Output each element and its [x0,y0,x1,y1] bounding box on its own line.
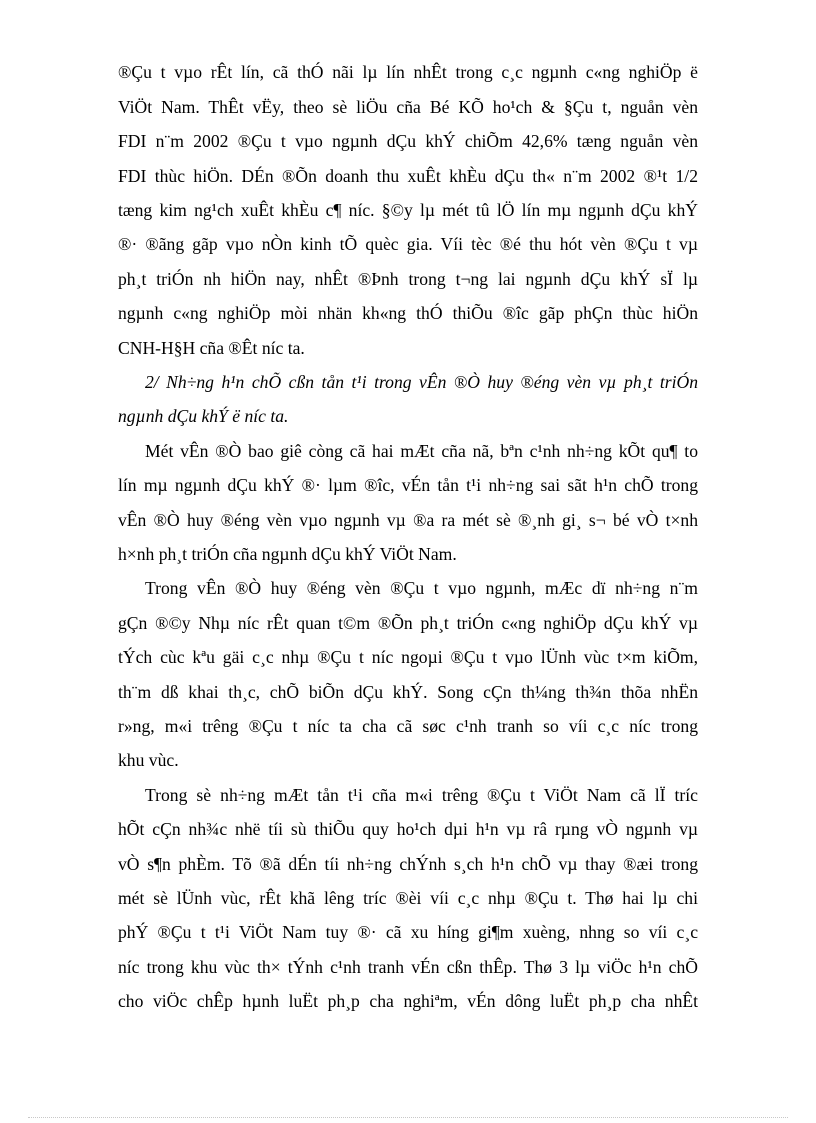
text-line: ®Çu t vµo rÊt lín, cã thÓ nãi lµ lín nhÊt trong c¸c ngµnh c«ng nghiÖp ë [118,62,698,82]
text-line: hÕt cÇn nh¾c nhë tíi sù thiÕu quy ho¹ch dµi h¹n vµ râ rµng vÒ ngµnh vµ [118,819,698,839]
text-line: Trong sè nh÷ng mÆt tån t¹i cña m«i trêng ®Çu t ViÖt Nam cã lÏ tríc [145,785,698,805]
section-heading: 2/ Nh÷ng h¹n chÕ cßn tån t¹i trong vÊn ®Ò huy ®éng vèn vµ ph¸t triÓn [145,372,698,392]
text-line: tæng kim ng¹ch xuÊt khÈu c¶ níc. §©y lµ mét tû lÖ lín mµ ngµnh dÇu khÝ [118,200,698,220]
text-line: Trong vÊn ®Ò huy ®éng vèn ®Çu t vµo ngµnh, mÆc dï nh÷ng n¨m [145,578,698,598]
text-line: r»ng, m«i trêng ®Çu t níc ta cha cã søc c¹nh tranh so víi c¸c níc trong [118,716,698,736]
text-line: cho viÖc chÊp hµnh luËt ph¸p cha nghiªm, vÉn dông luËt ph¸p cha nhÊt [118,991,698,1011]
text-line: vÊn ®Ò huy ®éng vèn vµo ngµnh vµ ®a ra mét sè ®¸nh gi¸ s¬ bé vÒ t×nh [118,510,698,530]
text-line: ngµnh c«ng nghiÖp mòi nhän kh«ng thÓ thiÕu ®îc gãp phÇn thùc hiÖn [118,303,698,323]
text-line: vÒ s¶n phÈm. Tõ ®ã dÉn tíi nh÷ng chÝnh s¸ch h¹n chÕ vµ thay ®æi trong [118,854,698,874]
text-line: th¨m dß khai th¸c, chÕ biÕn dÇu khÝ. Song cÇn th¼ng th¾n thõa nhËn [118,682,698,702]
text-line: FDI thùc hiÖn. DÉn ®Õn doanh thu xuÊt khÈu dÇu th« n¨m 2002 ®¹t 1/2 [118,166,698,186]
text-line: phÝ ®Çu t t¹i ViÖt Nam tuy ®· cã xu híng gi¶m xuèng, nhng so víi c¸c [118,922,698,942]
text-line: níc trong khu vùc th× tÝnh c¹nh tranh vÉn cßn thÊp. Thø 3 lµ viÖc h¹n chÕ [118,957,698,977]
text-line: ®· ®ãng gãp vµo nÒn kinh tÕ quèc gia. Víi tèc ®é thu hót vèn ®Çu t vµ [118,234,698,254]
text-line: ViÖt Nam. ThÊt vËy, theo sè liÖu cña Bé KÕ ho¹ch & §Çu t, nguån vèn [118,97,698,117]
text-line: tÝch cùc kªu gäi c¸c nhµ ®Çu t níc ngoµi ®Çu t vµo lÜnh vùc t×m kiÕm, [118,647,698,667]
text-line: lín mµ ngµnh dÇu khÝ ®· lµm ®îc, vÉn tån t¹i nh÷ng sai sãt h¹n chÕ trong [118,475,698,495]
text-line: gÇn ®©y Nhµ níc rÊt quan t©m ®Õn ph¸t triÓn c«ng nghiÖp dÇu khÝ vµ [118,613,698,633]
text-line: mét sè lÜnh vùc, rÊt khã lêng tríc ®èi víi c¸c nhµ ®Çu t. Thø hai lµ chi [118,888,698,908]
text-line: Mét vÊn ®Ò bao giê còng cã hai mÆt cña nã, bªn c¹nh nh÷ng kÕt qu¶ to [145,441,698,461]
section-heading: ngµnh dÇu khÝ ë níc ta. [118,406,289,426]
text-line: CNH-H§H cña ®Êt níc ta. [118,338,305,358]
text-line: FDI n¨m 2002 ®Çu t vµo ngµnh dÇu khÝ chiÕm 42,6% tæng nguån vèn [118,131,698,151]
text-line: ph¸t triÓn nh hiÖn nay, nhÊt ®Þnh trong t¬ng lai ngµnh dÇu khÝ sÏ lµ [118,269,698,289]
text-line: h×nh ph¸t triÓn cña ngµnh dÇu khÝ ViÖt Nam. [118,544,457,564]
page-bottom-rule [28,1117,788,1118]
text-line: khu vùc. [118,750,179,770]
